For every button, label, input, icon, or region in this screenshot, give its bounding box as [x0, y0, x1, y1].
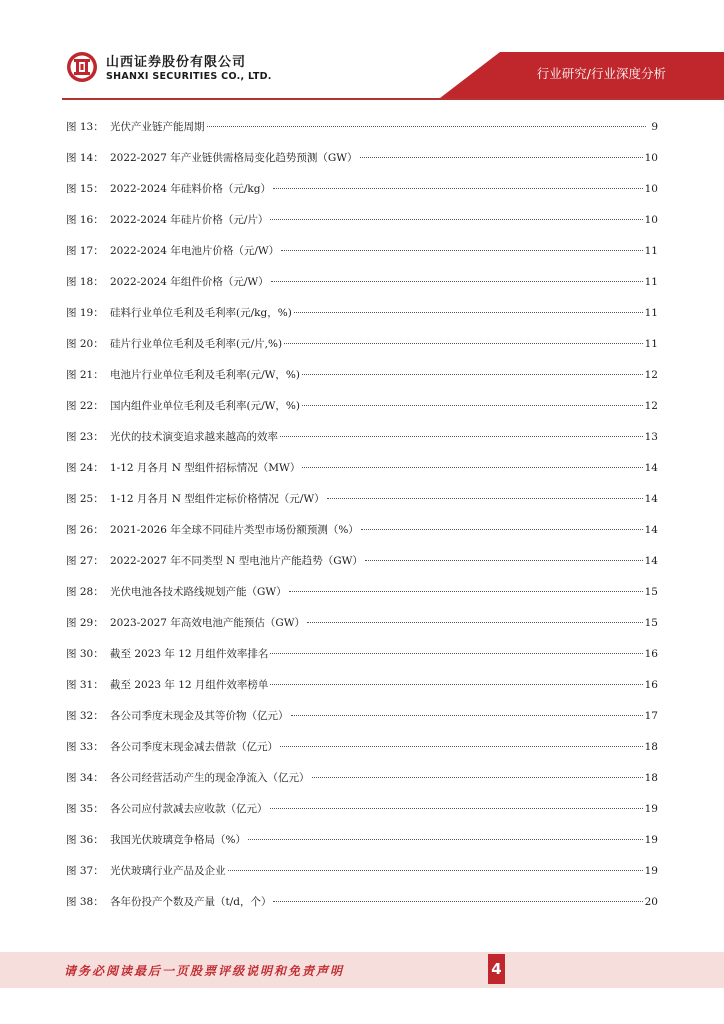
toc-entry-page: 10	[644, 214, 658, 226]
toc-entry-title: 2022-2027 年产业链供需格局变化趋势预测（GW）	[110, 152, 358, 164]
toc-entry-number: 图 30：	[66, 648, 104, 660]
toc-entry-title: 各年份投产个数及产量（t/d，个）	[110, 896, 272, 908]
toc-entry-title: 2022-2024 年电池片价格（元/W）	[110, 245, 280, 257]
toc-entry[interactable]	[66, 453, 658, 484]
company-name-cn: 山西证券股份有限公司	[106, 55, 247, 70]
toc-entry[interactable]	[66, 701, 658, 732]
toc-leader-dots	[302, 467, 642, 468]
section-title: 行业研究/行业深度分析	[536, 66, 666, 81]
toc-entry-number: 图 28：	[66, 586, 104, 598]
toc-entry-title: 硅料行业单位毛利及毛利率(元/kg，%)	[110, 307, 292, 319]
toc-leader-dots	[312, 777, 643, 778]
toc-entry-number: 图 26：	[66, 524, 104, 536]
page-header	[0, 0, 724, 100]
toc-leader-dots	[273, 188, 643, 189]
toc-entry-page: 11	[644, 276, 658, 288]
toc-leader-dots	[270, 219, 642, 220]
toc-entry[interactable]	[66, 639, 658, 670]
toc-entry-page: 14	[644, 524, 658, 536]
toc-entry[interactable]	[66, 546, 658, 577]
toc-leader-dots	[280, 746, 643, 747]
toc-entry-number: 图 32：	[66, 710, 104, 722]
toc-entry-page: 10	[644, 183, 658, 195]
toc-leader-dots	[302, 374, 643, 375]
toc-entry-number: 图 18：	[66, 276, 104, 288]
toc-entry-number: 图 17：	[66, 245, 104, 257]
toc-entry[interactable]	[66, 298, 658, 329]
toc-entry-title: 截至 2023 年 12 月组件效率排名	[110, 648, 269, 660]
toc-entry[interactable]	[66, 360, 658, 391]
toc-entry-title: 2022-2024 年硅片价格（元/片）	[110, 214, 269, 226]
toc-entry[interactable]	[66, 608, 658, 639]
header-divider	[62, 98, 724, 100]
toc-leader-dots	[207, 126, 647, 127]
toc-entry-page: 14	[644, 493, 658, 505]
page-number: 4	[488, 954, 505, 984]
toc-entry-number: 图 24：	[66, 462, 104, 474]
toc-entry[interactable]	[66, 112, 658, 143]
toc-entry[interactable]	[66, 856, 658, 887]
toc-entry-number: 图 33：	[66, 741, 104, 753]
toc-entry-page: 19	[644, 865, 658, 877]
toc-entry-page: 17	[644, 710, 658, 722]
toc-entry-number: 图 35：	[66, 803, 104, 815]
figure-list	[66, 112, 658, 918]
toc-entry-number: 图 16：	[66, 214, 104, 226]
toc-entry-number: 图 29：	[66, 617, 104, 629]
toc-entry-title: 我国光伏玻璃竞争格局（%）	[110, 834, 246, 846]
toc-entry[interactable]	[66, 670, 658, 701]
toc-entry-number: 图 21：	[66, 369, 104, 381]
toc-entry-title: 1-12 月各月 N 型组件招标情况（MW）	[110, 462, 301, 474]
toc-entry-title: 2022-2024 年组件价格（元/W）	[110, 276, 269, 288]
toc-leader-dots	[289, 591, 643, 592]
toc-entry-page: 18	[644, 741, 658, 753]
toc-leader-dots	[270, 653, 642, 654]
toc-entry-page: 13	[644, 431, 658, 443]
toc-entry-title: 各公司应付款减去应收款（亿元）	[110, 803, 268, 815]
toc-entry[interactable]	[66, 825, 658, 856]
toc-leader-dots	[273, 901, 642, 902]
toc-entry[interactable]	[66, 267, 658, 298]
toc-leader-dots	[307, 622, 643, 623]
page-footer	[0, 940, 724, 1024]
toc-leader-dots	[361, 529, 643, 530]
toc-entry-page: 10	[644, 152, 658, 164]
toc-entry-page: 14	[644, 555, 658, 567]
toc-leader-dots	[271, 281, 643, 282]
toc-entry-title: 硅片行业单位毛利及毛利率(元/片,%)	[110, 338, 283, 350]
toc-entry-title: 2023-2027 年高效电池产能预估（GW）	[110, 617, 306, 629]
toc-entry-number: 图 37：	[66, 865, 104, 877]
toc-entry[interactable]	[66, 391, 658, 422]
toc-entry-title: 1-12 月各月 N 型组件定标价格情况（元/W）	[110, 493, 325, 505]
toc-entry[interactable]	[66, 577, 658, 608]
toc-entry-number: 图 13：	[66, 121, 104, 133]
toc-leader-dots	[294, 312, 643, 313]
toc-leader-dots	[280, 436, 643, 437]
toc-entry-title: 2022-2024 年硅料价格（元/kg）	[110, 183, 271, 195]
toc-entry[interactable]	[66, 422, 658, 453]
toc-leader-dots	[291, 715, 643, 716]
toc-entry-page: 12	[644, 400, 658, 412]
toc-entry-page: 9	[651, 121, 658, 133]
toc-entry-title: 2022-2027 年不同类型 N 型电池片产能趋势（GW）	[110, 555, 363, 567]
toc-entry-page: 14	[644, 462, 658, 474]
toc-entry-page: 11	[644, 307, 658, 319]
toc-entry[interactable]	[66, 329, 658, 360]
toc-leader-dots	[228, 870, 643, 871]
toc-entry-title: 电池片行业单位毛利及毛利率(元/W，%)	[110, 369, 300, 381]
toc-entry[interactable]	[66, 174, 658, 205]
toc-leader-dots	[270, 684, 642, 685]
toc-entry-number: 图 27：	[66, 555, 104, 567]
toc-entry[interactable]	[66, 236, 658, 267]
toc-entry[interactable]	[66, 763, 658, 794]
toc-leader-dots	[360, 157, 643, 158]
toc-entry-title: 国内组件业单位毛利及毛利率(元/W，%)	[110, 400, 300, 412]
toc-entry-title: 2021-2026 年全球不同硅片类型市场份额预测（%）	[110, 524, 359, 536]
toc-entry-page: 19	[644, 803, 658, 815]
toc-entry-page: 11	[644, 338, 658, 350]
toc-entry-number: 图 20：	[66, 338, 104, 350]
toc-entry-title: 光伏玻璃行业产品及企业	[110, 865, 226, 877]
toc-entry-number: 图 31：	[66, 679, 104, 691]
company-logo-icon	[66, 51, 98, 83]
toc-entry-page: 16	[644, 648, 658, 660]
toc-leader-dots	[365, 560, 643, 561]
toc-entry-number: 图 15：	[66, 183, 104, 195]
toc-entry-page: 19	[644, 834, 658, 846]
toc-entry-number: 图 23：	[66, 431, 104, 443]
toc-entry-page: 11	[644, 245, 658, 257]
toc-entry[interactable]	[66, 143, 658, 174]
toc-entry-page: 12	[644, 369, 658, 381]
toc-leader-dots	[281, 250, 642, 251]
toc-entry-page: 18	[644, 772, 658, 784]
disclaimer-text: 请务必阅读最后一页股票评级说明和免责声明	[64, 964, 345, 978]
toc-entry-page: 16	[644, 679, 658, 691]
toc-leader-dots	[302, 405, 643, 406]
toc-entry-page: 15	[644, 586, 658, 598]
toc-entry-title: 光伏的技术演变追求越来越高的效率	[110, 431, 278, 443]
toc-leader-dots	[327, 498, 643, 499]
toc-entry-title: 各公司季度末现金减去借款（亿元）	[110, 741, 278, 753]
toc-entry-number: 图 38：	[66, 896, 104, 908]
toc-leader-dots	[284, 343, 643, 344]
toc-entry-number: 图 34：	[66, 772, 104, 784]
toc-entry-title: 各公司经营活动产生的现金净流入（亿元）	[110, 772, 310, 784]
toc-entry[interactable]	[66, 484, 658, 515]
toc-entry[interactable]	[66, 887, 658, 918]
toc-entry-title: 光伏电池各技术路线规划产能（GW）	[110, 586, 287, 598]
toc-entry-number: 图 36：	[66, 834, 104, 846]
company-name-en: SHANXI SECURITIES CO., LTD.	[106, 71, 272, 82]
toc-entry-page: 15	[644, 617, 658, 629]
toc-entry[interactable]	[66, 794, 658, 825]
toc-entry-number: 图 25：	[66, 493, 104, 505]
toc-entry-number: 图 19：	[66, 307, 104, 319]
toc-entry[interactable]	[66, 515, 658, 546]
toc-entry-title: 光伏产业链产能周期	[110, 121, 205, 133]
toc-entry[interactable]	[66, 205, 658, 236]
toc-entry-number: 图 22：	[66, 400, 104, 412]
toc-entry[interactable]	[66, 732, 658, 763]
toc-entry-title: 截至 2023 年 12 月组件效率榜单	[110, 679, 269, 691]
toc-leader-dots	[248, 839, 643, 840]
toc-leader-dots	[270, 808, 643, 809]
toc-entry-number: 图 14：	[66, 152, 104, 164]
toc-entry-page: 20	[644, 896, 658, 908]
toc-entry-title: 各公司季度末现金及其等价物（亿元）	[110, 710, 289, 722]
